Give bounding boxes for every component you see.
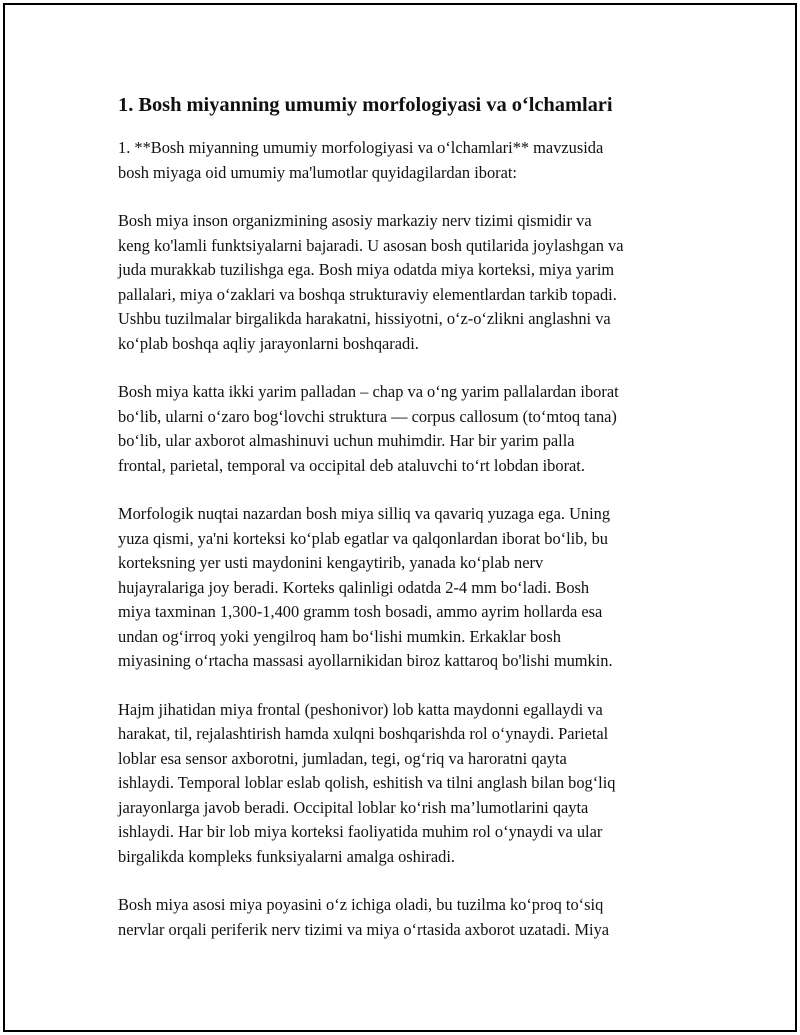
paragraph-morphology: Morfologik nuqtai nazardan bosh miya silliq va qavariq yuzaga ega. Uning yuza qismi, ya'ni korteksi ko‘plab egatlar va qalqonlardan iborat bo‘lib, bu korteksning yer usti maydonini kengaytirib, yanada ko‘plab nerv hujayralariga joy beradi. Korteks qalinligi odatda 2-4 mm bo‘ladi. Bosh miya taxminan 1,300-1,400 gramm tosh bosadi, ammo ayrim hollarda esa undan og‘irroq yoki yengilroq ham bo‘lishi mumkin. Erkaklar bosh miyasining o‘rtacha massasi ayollarnikidan biroz kattaroq bo'lishi mumkin. (118, 504, 613, 670)
paragraph-brain-base: Bosh miya asosi miya poyasini o‘z ichiga oladi, bu tuzilma ko‘proq to‘siq nervlar orqali periferik nerv tizimi va miya o‘rtasida axborot uzatadi. Miya (118, 895, 610, 939)
section-heading: 1. Bosh miyanning umumiy morfologiyasi va o‘lchamlari (118, 94, 613, 116)
paragraph-brain-overview: Bosh miya inson organizmining asosiy markaziy nerv tizimi qismidir va keng ko'lamli funktsiyalarni bajaradi. U asosan bosh qutilarida joylashgan va juda murakkab tuzilishga ega. Bosh miya odatda miya korteksi, miya yarim pallalari, miya o‘zaklari va boshqa strukturaviy elementlardan tarkib topadi. Ushbu tuzilmalar birgalikda harakatni, hissiyotni, o‘z-o‘zlikni anglashni va ko‘plab boshqa aqliy jarayonlarni boshqaradi. (118, 211, 624, 353)
paragraph-intro: 1. **Bosh miyanning umumiy morfologiyasi va o‘lchamlari** mavzusida bosh miyaga oid umumiy ma'lumotlar quyidagilardan iborat: (118, 138, 604, 182)
paragraph-hemispheres: Bosh miya katta ikki yarim palladan – chap va o‘ng yarim pallalardan iborat bo‘lib, ularni o‘zaro bog‘lovchi struktura — corpus callosum (to‘mtoq tana) bo‘lib, ular axborot almashinuvi uchun muhimdir. Har bir yarim palla frontal, parietal, temporal va occipital deb ataluvchi to‘rt lobdan iborat. (118, 382, 619, 475)
paragraph-lobes: Hajm jihatidan miya frontal (peshonivor) lob katta maydonni egallaydi va harakat, til, rejalashtirish hamda xulqni boshqarishda rol o‘ynaydi. Parietal loblar esa sensor axborotni, jumladan, tegi, og‘riq va haroratni qayta ishlaydi. Temporal loblar eslab qolish, eshitish va tilni anglash bilan bog‘liq jarayonlarga javob beradi. Occipital loblar ko‘rish ma’lumotlarini qayta ishlaydi. Har bir lob miya korteksi faoliyatida muhim rol o‘ynaydi va ular birgalikda kompleks funksiyalarni amalga oshiradi. (118, 699, 616, 866)
document-content (118, 92, 698, 966)
